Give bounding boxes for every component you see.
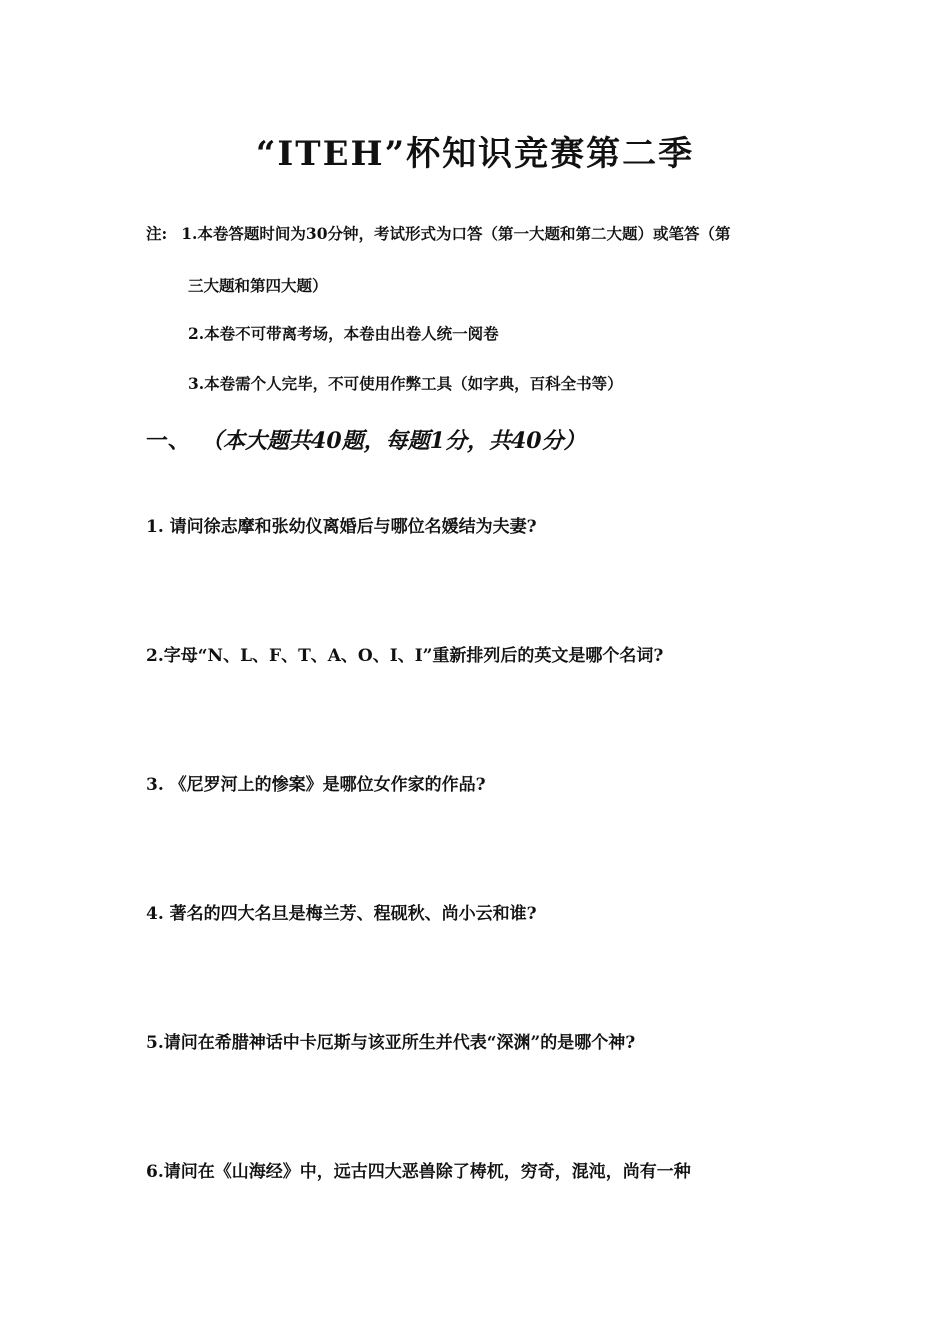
- question-1: 1. 请问徐志摩和张幼仪离婚后与哪位名媛结为夫妻?: [146, 517, 537, 537]
- note-line-2: 2.本卷不可带离考场，本卷由出卷人统一阅卷: [188, 324, 499, 343]
- question-6: 6.请问在《山海经》中，远古四大恶兽除了梼杌，穷奇，混沌，尚有一种: [146, 1162, 691, 1182]
- section-heading: [146, 424, 586, 455]
- note-line-3: 3.本卷需个人完毕，不可使用作弊工具（如字典，百科全书等）: [188, 374, 623, 393]
- note-prefix: 注:: [146, 224, 168, 243]
- note-line-1-continued: 三大题和第四大题）: [188, 276, 328, 295]
- question-4: 4. 著名的四大名旦是梅兰芳、程砚秋、尚小云和谁?: [146, 904, 537, 924]
- question-5: 5.请问在希腊神话中卡厄斯与该亚所生并代表“深渊”的是哪个神?: [146, 1033, 636, 1053]
- section-number: 一、: [146, 428, 191, 454]
- note-line-1: [146, 222, 731, 244]
- section-description: （本大题共40题，每题1分，共40分）: [212, 428, 586, 454]
- page-title: “ITEH”杯知识竞赛第二季: [255, 134, 695, 174]
- question-3: 3. 《尼罗河上的惨案》是哪位女作家的作品?: [146, 775, 486, 795]
- question-2: 2.字母“N、L、F、T、A、O、I、I”重新排列后的英文是哪个名词?: [146, 646, 664, 666]
- note-text-1: 1.本卷答题时间为30分钟，考试形式为口答（第一大题和第二大题）或笔答（第: [181, 224, 731, 243]
